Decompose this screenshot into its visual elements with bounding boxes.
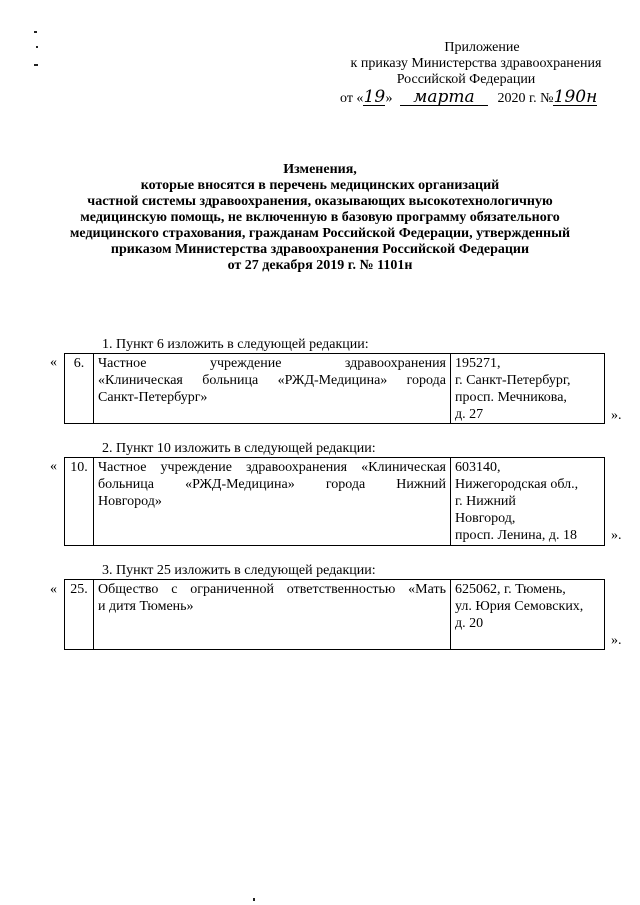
scan-mark <box>34 64 38 66</box>
title-line: приказом Министерства здравоохранения Российской Федерации <box>110 242 530 257</box>
order-reference: к приказу Министерства здравоохранения <box>350 56 602 71</box>
address-line: д. 27 <box>455 407 484 422</box>
quote-open: « <box>50 582 57 597</box>
title-line: медицинскую помощь, не включенную в базовую программу обязательного <box>80 210 560 225</box>
address-line: г. Санкт-Петербург, <box>455 373 571 388</box>
address-line: д. 20 <box>455 616 484 631</box>
table-row <box>65 354 605 424</box>
order-day: 19 <box>363 87 386 107</box>
order-date-line <box>340 87 598 107</box>
entry-name <box>94 354 451 424</box>
name-line: больница «РЖД-Медицина» города Нижний <box>98 477 446 492</box>
ministry-line: Российской Федерации <box>396 72 536 87</box>
entry-table <box>64 353 605 424</box>
address-line: просп. Ленина, д. 18 <box>455 528 577 543</box>
name-line: Частное учреждение здравоохранения «Клиническая <box>98 460 446 475</box>
scan-mark <box>253 898 255 901</box>
address-line: 195271, <box>455 356 501 371</box>
order-month: марта <box>400 90 488 106</box>
item-heading: 2. Пункт 10 изложить в следующей редакции: <box>102 441 376 456</box>
quote-close: ». <box>611 528 622 543</box>
order-quote: » <box>385 91 393 106</box>
quote-close: ». <box>611 633 622 648</box>
name-line: Частное учреждение здравоохранения <box>98 356 446 371</box>
entry-number: 6. <box>65 354 94 424</box>
title-line: медицинского страхования, гражданам Российской Федерации, утвержденный <box>69 226 571 241</box>
address-line: ул. Юрия Семовских, <box>455 599 584 614</box>
entry-number: 10. <box>65 458 94 546</box>
item-heading: 3. Пункт 25 изложить в следующей редакции: <box>102 563 376 578</box>
address-line: Новгород, <box>455 511 516 526</box>
address-line: просп. Мечникова, <box>455 390 567 405</box>
entry-name <box>94 458 451 546</box>
name-line: Санкт-Петербург» <box>98 390 208 405</box>
name-line: Общество с ограниченной ответственностью «Мать <box>98 582 446 597</box>
order-from-label: от « <box>340 91 364 106</box>
address-line: 603140, <box>455 460 501 475</box>
appendix-header <box>300 40 620 88</box>
quote-open: « <box>50 355 57 370</box>
name-line: «Клиническая больница «РЖД-Медицина» города <box>98 373 446 388</box>
entry-number: 25. <box>65 580 94 650</box>
quote-open: « <box>50 459 57 474</box>
entry-name <box>94 580 451 650</box>
address-line: 625062, г. Тюмень, <box>455 582 566 597</box>
title-line: от 27 декабря 2019 г. № 1101н <box>227 258 413 273</box>
document-title <box>40 162 600 274</box>
title-line: которые вносятся в перечень медицинских организаций <box>140 178 500 193</box>
appendix-label: Приложение <box>444 40 520 55</box>
order-year: 2020 г. № <box>497 91 554 106</box>
title-line: частной системы здравоохранения, оказывающих высокотехнологичную <box>87 194 553 209</box>
title-line: Изменения, <box>283 162 357 177</box>
item-heading: 1. Пункт 6 изложить в следующей редакции: <box>102 337 369 352</box>
scan-mark <box>34 31 37 33</box>
entry-table <box>64 579 605 650</box>
entry-table <box>64 457 605 546</box>
order-number: 190н <box>553 87 598 107</box>
scan-mark <box>36 46 38 48</box>
name-line: и дитя Тюмень» <box>98 599 194 614</box>
entry-address <box>451 458 605 546</box>
address-line: Нижегородская обл., <box>455 477 579 492</box>
entry-address <box>451 354 605 424</box>
table-row <box>65 580 605 650</box>
entry-address <box>451 580 605 650</box>
name-line: Новгород» <box>98 494 162 509</box>
address-line: г. Нижний <box>455 494 516 509</box>
quote-close: ». <box>611 408 622 423</box>
table-row <box>65 458 605 546</box>
